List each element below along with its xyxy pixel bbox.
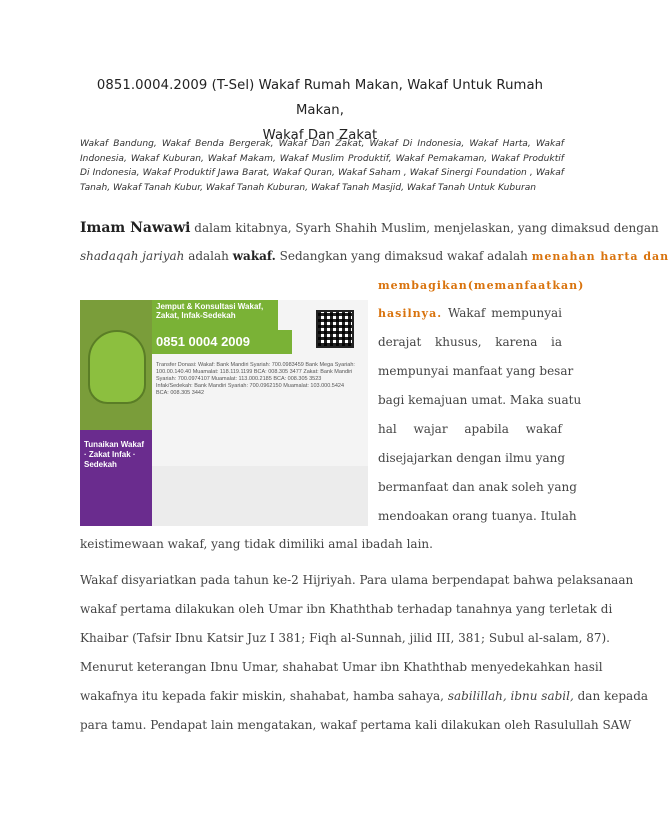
highlight-memanfaatkan: (memanfaatkan) xyxy=(467,279,585,292)
banner-transfer-info: Transfer Donasi: Wakaf: Bank Mandiri Syariah: 700.0983459 Bank Mega Syariah: 100.00.140.40 Muamalat: 118.119.1199 BCA: 008.305 3477 Zakat: Bank Mandiri Syariah: 700.0974107 Muamalat: 113.000.2185 BCA: 008.305 3523 Infak/Sedekah: Bank Mandiri Syariah: 700.0962150 Muamalat: 103.000.5424 BCA: 008.305 3442 xyxy=(156,362,355,396)
imam-nawawi-bold: Imam Nawawi xyxy=(80,220,191,236)
col-line-6: hal wajar apabila wakaf xyxy=(378,422,562,436)
col-line-3: derajat khusus, karena ia xyxy=(378,335,562,349)
para1-line1-rest: dalam kitabnya, Syarh Shahih Muslim, menjelaskan, yang dimaksud dengan xyxy=(190,221,659,235)
wakaf-bold: wakaf. xyxy=(232,249,276,263)
para1-last-line: keistimewaan wakaf, yang tidak dimiliki amal ibadah lain. xyxy=(80,537,433,551)
banner-footer-logos xyxy=(152,466,368,526)
para1-line2-a: adalah xyxy=(184,249,233,263)
col-line-2-rest: Wakaf mempunyai xyxy=(442,306,562,320)
para2-line-6: para tamu. Pendapat lain mengatakan, wakaf pertama kali dilakukan oleh Rasulullah SAW xyxy=(80,718,632,732)
highlight-membagikan: membagikan xyxy=(378,279,468,292)
para2-line5-a: wakafnya itu kepada fakir miskin, shahabat, hamba sahaya, xyxy=(80,689,448,703)
title-line-2: Wakaf Dan Zakat xyxy=(262,128,378,143)
banner-header: Jemput & Konsultasi Wakaf, Zakat, Infak-Sedekah xyxy=(152,300,278,330)
para1-line-1 xyxy=(80,220,659,236)
banner-tunaikan-text: Tunaikan Wakaf · Zakat Infak · Sedekah xyxy=(84,440,145,469)
para2-line-1: Wakaf disyariatkan pada tahun ke-2 Hijriyah. Para ulama berpendapat bahwa pelaksanaan xyxy=(80,573,634,587)
highlight-menahan: menahan harta dan xyxy=(531,250,669,263)
col-line-2 xyxy=(378,306,562,320)
para1-line-2 xyxy=(80,249,669,263)
para2-line-5 xyxy=(80,689,649,703)
donation-banner-image xyxy=(80,300,368,526)
title-line-1: 0851.0004.2009 (T-Sel) Wakaf Rumah Makan, Wakaf Untuk Rumah Makan, xyxy=(96,78,544,118)
col-line-7: disejajarkan dengan ilmu yang xyxy=(378,451,566,465)
qr-code-icon xyxy=(316,310,354,348)
para1-line2-b: Sedangkan yang dimaksud wakaf adalah xyxy=(275,249,532,263)
col-line-9: mendoakan orang tuanya. Itulah xyxy=(378,509,577,523)
banner-phone: 0851 0004 2009 xyxy=(152,330,292,354)
tag-list: Wakaf Bandung, Wakaf Benda Bergerak, Wakaf Dan Zakat, Wakaf Di Indonesia, Wakaf Harta, Wakaf Indonesia, Wakaf Kuburan, Wakaf Makam, Wakaf Muslim Produktif, Wakaf Pemakaman, Wakaf Produktif Di Indonesia, Wakaf Produktif Jawa Barat, Wakaf Quran, Wakaf Saham , Wakaf Sinergi Foundation , Wakaf Tanah, Wakaf Tanah Kubur, Wakaf Tanah Kuburan, Wakaf Tanah Masjid, Wakaf Tanah Untuk Kuburan xyxy=(80,139,564,193)
para2-line-3: Khaibar (Tafsir Ibnu Katsir Juz I 381; Fiqh al-Sunnah, jilid III, 381; Subul al-salam, 87). xyxy=(80,631,610,645)
shadaqah-jariyah-italic: shadaqah jariyah xyxy=(80,249,185,263)
scooter-illustration xyxy=(88,330,146,404)
col-line-4: mempunyai manfaat yang besar xyxy=(378,364,574,378)
para2-line5-b: dan kepada xyxy=(573,689,649,703)
col-line-5: bagi kemajuan umat. Maka suatu xyxy=(378,393,582,407)
sabilillah-italic: sabilillah, ibnu sabil, xyxy=(447,689,574,703)
col-line-1 xyxy=(378,278,585,292)
col-line-8: bermanfaat dan anak soleh yang xyxy=(378,480,577,494)
para2-line-4: Menurut keterangan Ibnu Umar, shahabat Umar ibn Khaththab menyedekahkan hasil xyxy=(80,660,603,674)
highlight-hasilnya: hasilnya. xyxy=(378,307,443,320)
para2-line-2: wakaf pertama dilakukan oleh Umar ibn Khaththab terhadap tanahnya yang terletak di xyxy=(80,602,613,616)
